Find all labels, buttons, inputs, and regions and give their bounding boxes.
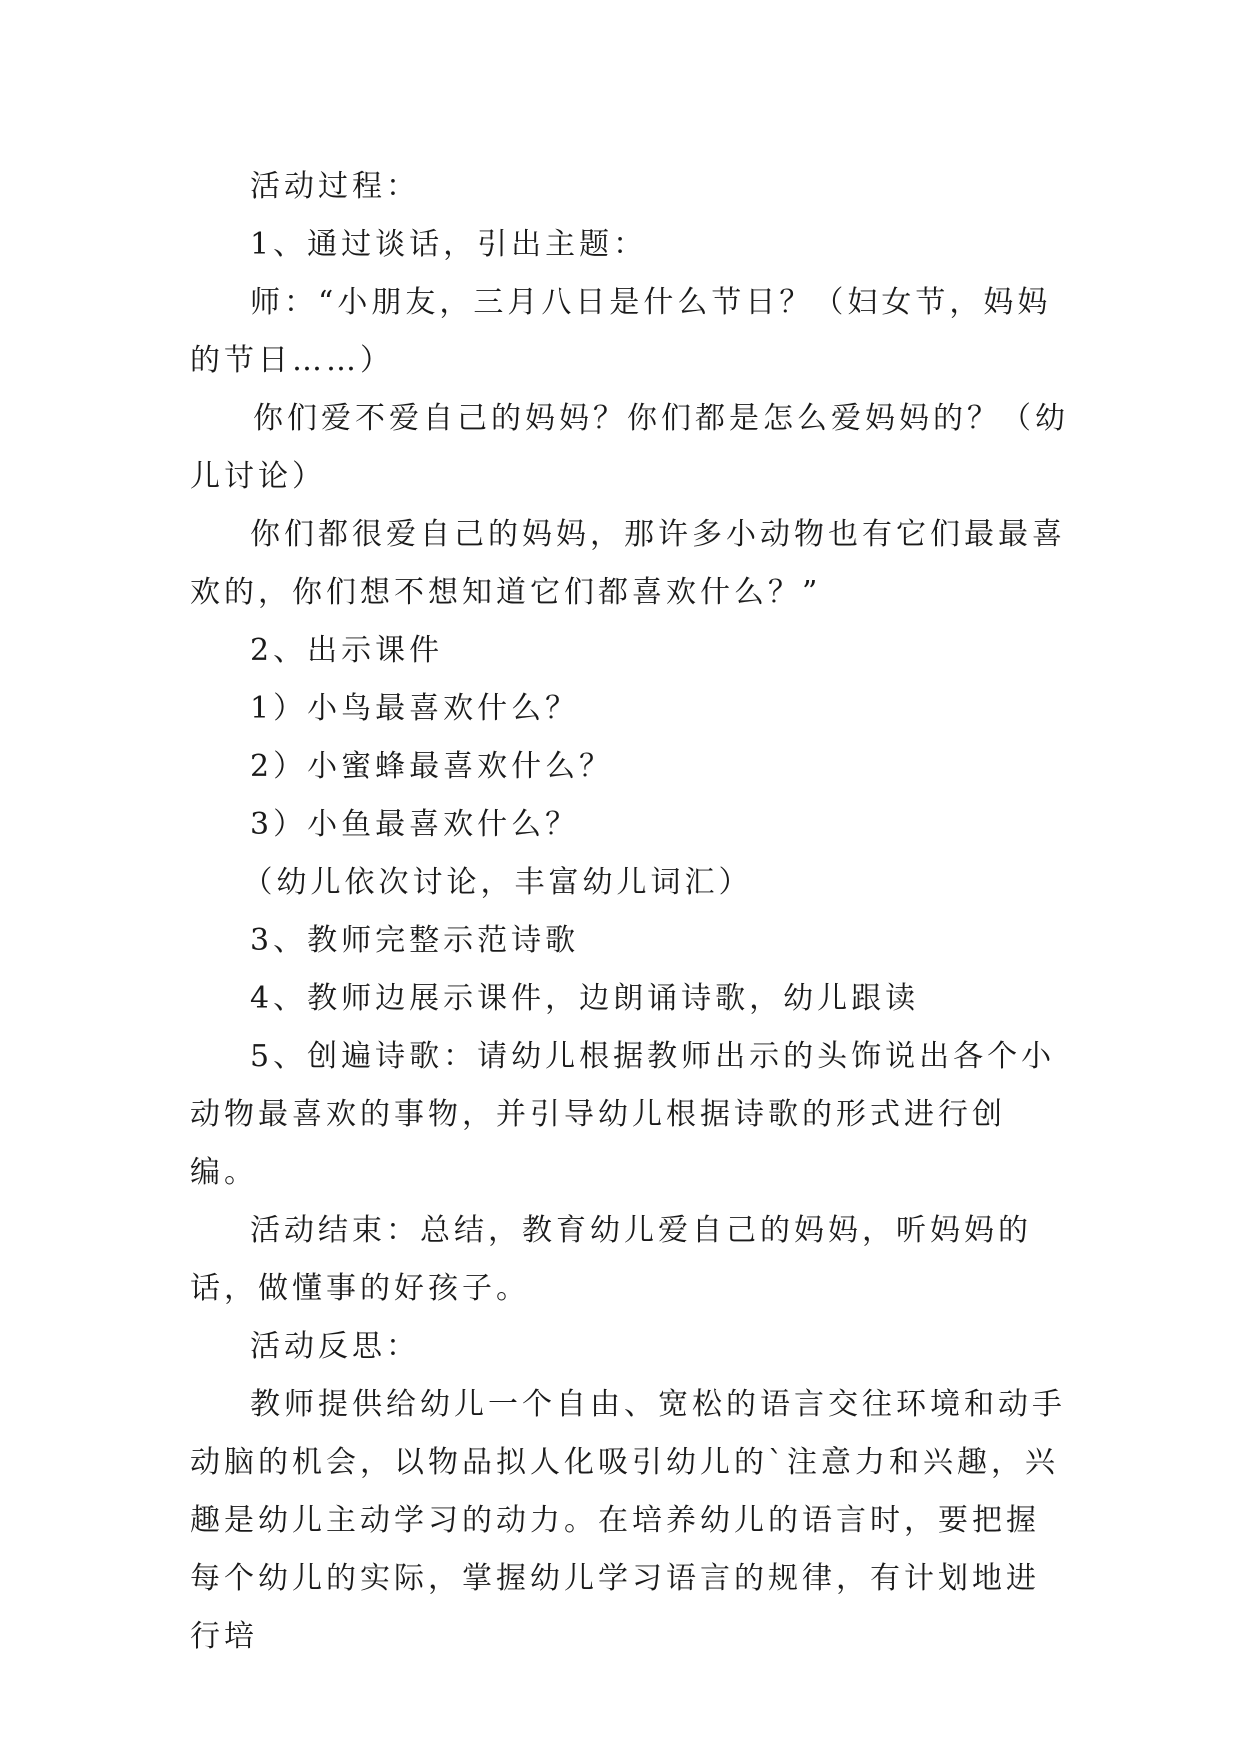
teacher-question-paragraph: 师：“小朋友，三月八日是什么节日？（妇女节，妈妈的节日……）	[190, 285, 1052, 378]
reflection-paragraph: 教师提供给幼儿一个自由、宽松的语言交往环境和动手动脑的机会，以物品拟人化吸引幼儿的`注意力和兴趣，兴趣是幼儿主动学习的动力。在培养幼儿的语言时，要把握每个幼儿的实际，掌握幼儿学习语言的规律，有计划地进行培	[190, 1387, 1066, 1654]
activity-end-paragraph: 活动结束：总结，教育幼儿爱自己的妈妈，听妈妈的话，做懂事的好孩子。	[190, 1213, 1032, 1306]
step-1-paragraph: 1、通过谈话，引出主题：	[250, 227, 648, 262]
step-4-paragraph: 4、教师边展示课件，边朗诵诗歌，幼儿跟读	[250, 981, 920, 1016]
step-3-paragraph: 3、教师完整示范诗歌	[250, 923, 580, 958]
section-heading-activity-process: 活动过程：	[250, 169, 420, 204]
sub-step-bird-paragraph: 1）小鸟最喜欢什么？	[250, 691, 580, 726]
sub-step-fish-paragraph: 3）小鱼最喜欢什么？	[250, 807, 580, 842]
document-body	[190, 158, 1070, 1666]
love-mom-question-paragraph: 你们爱不爱自己的妈妈？你们都是怎么爱妈妈的？（幼儿讨论）	[190, 401, 1069, 494]
section-heading-activity-reflection: 活动反思：	[250, 1329, 420, 1364]
step-5-paragraph: 5、创遍诗歌：请幼儿根据教师出示的头饰说出各个小动物最喜欢的事物，并引导幼儿根据诗歌的形式进行创编。	[190, 1039, 1056, 1190]
sub-step-bee-paragraph: 2）小蜜蜂最喜欢什么？	[250, 749, 614, 784]
animals-question-paragraph: 你们都很爱自己的妈妈，那许多小动物也有它们最最喜欢的，你们想不想知道它们都喜欢什么？”	[190, 517, 1066, 610]
discussion-note-paragraph: （幼儿依次讨论，丰富幼儿词汇）	[242, 865, 753, 900]
step-2-paragraph: 2、出示课件	[250, 633, 444, 668]
